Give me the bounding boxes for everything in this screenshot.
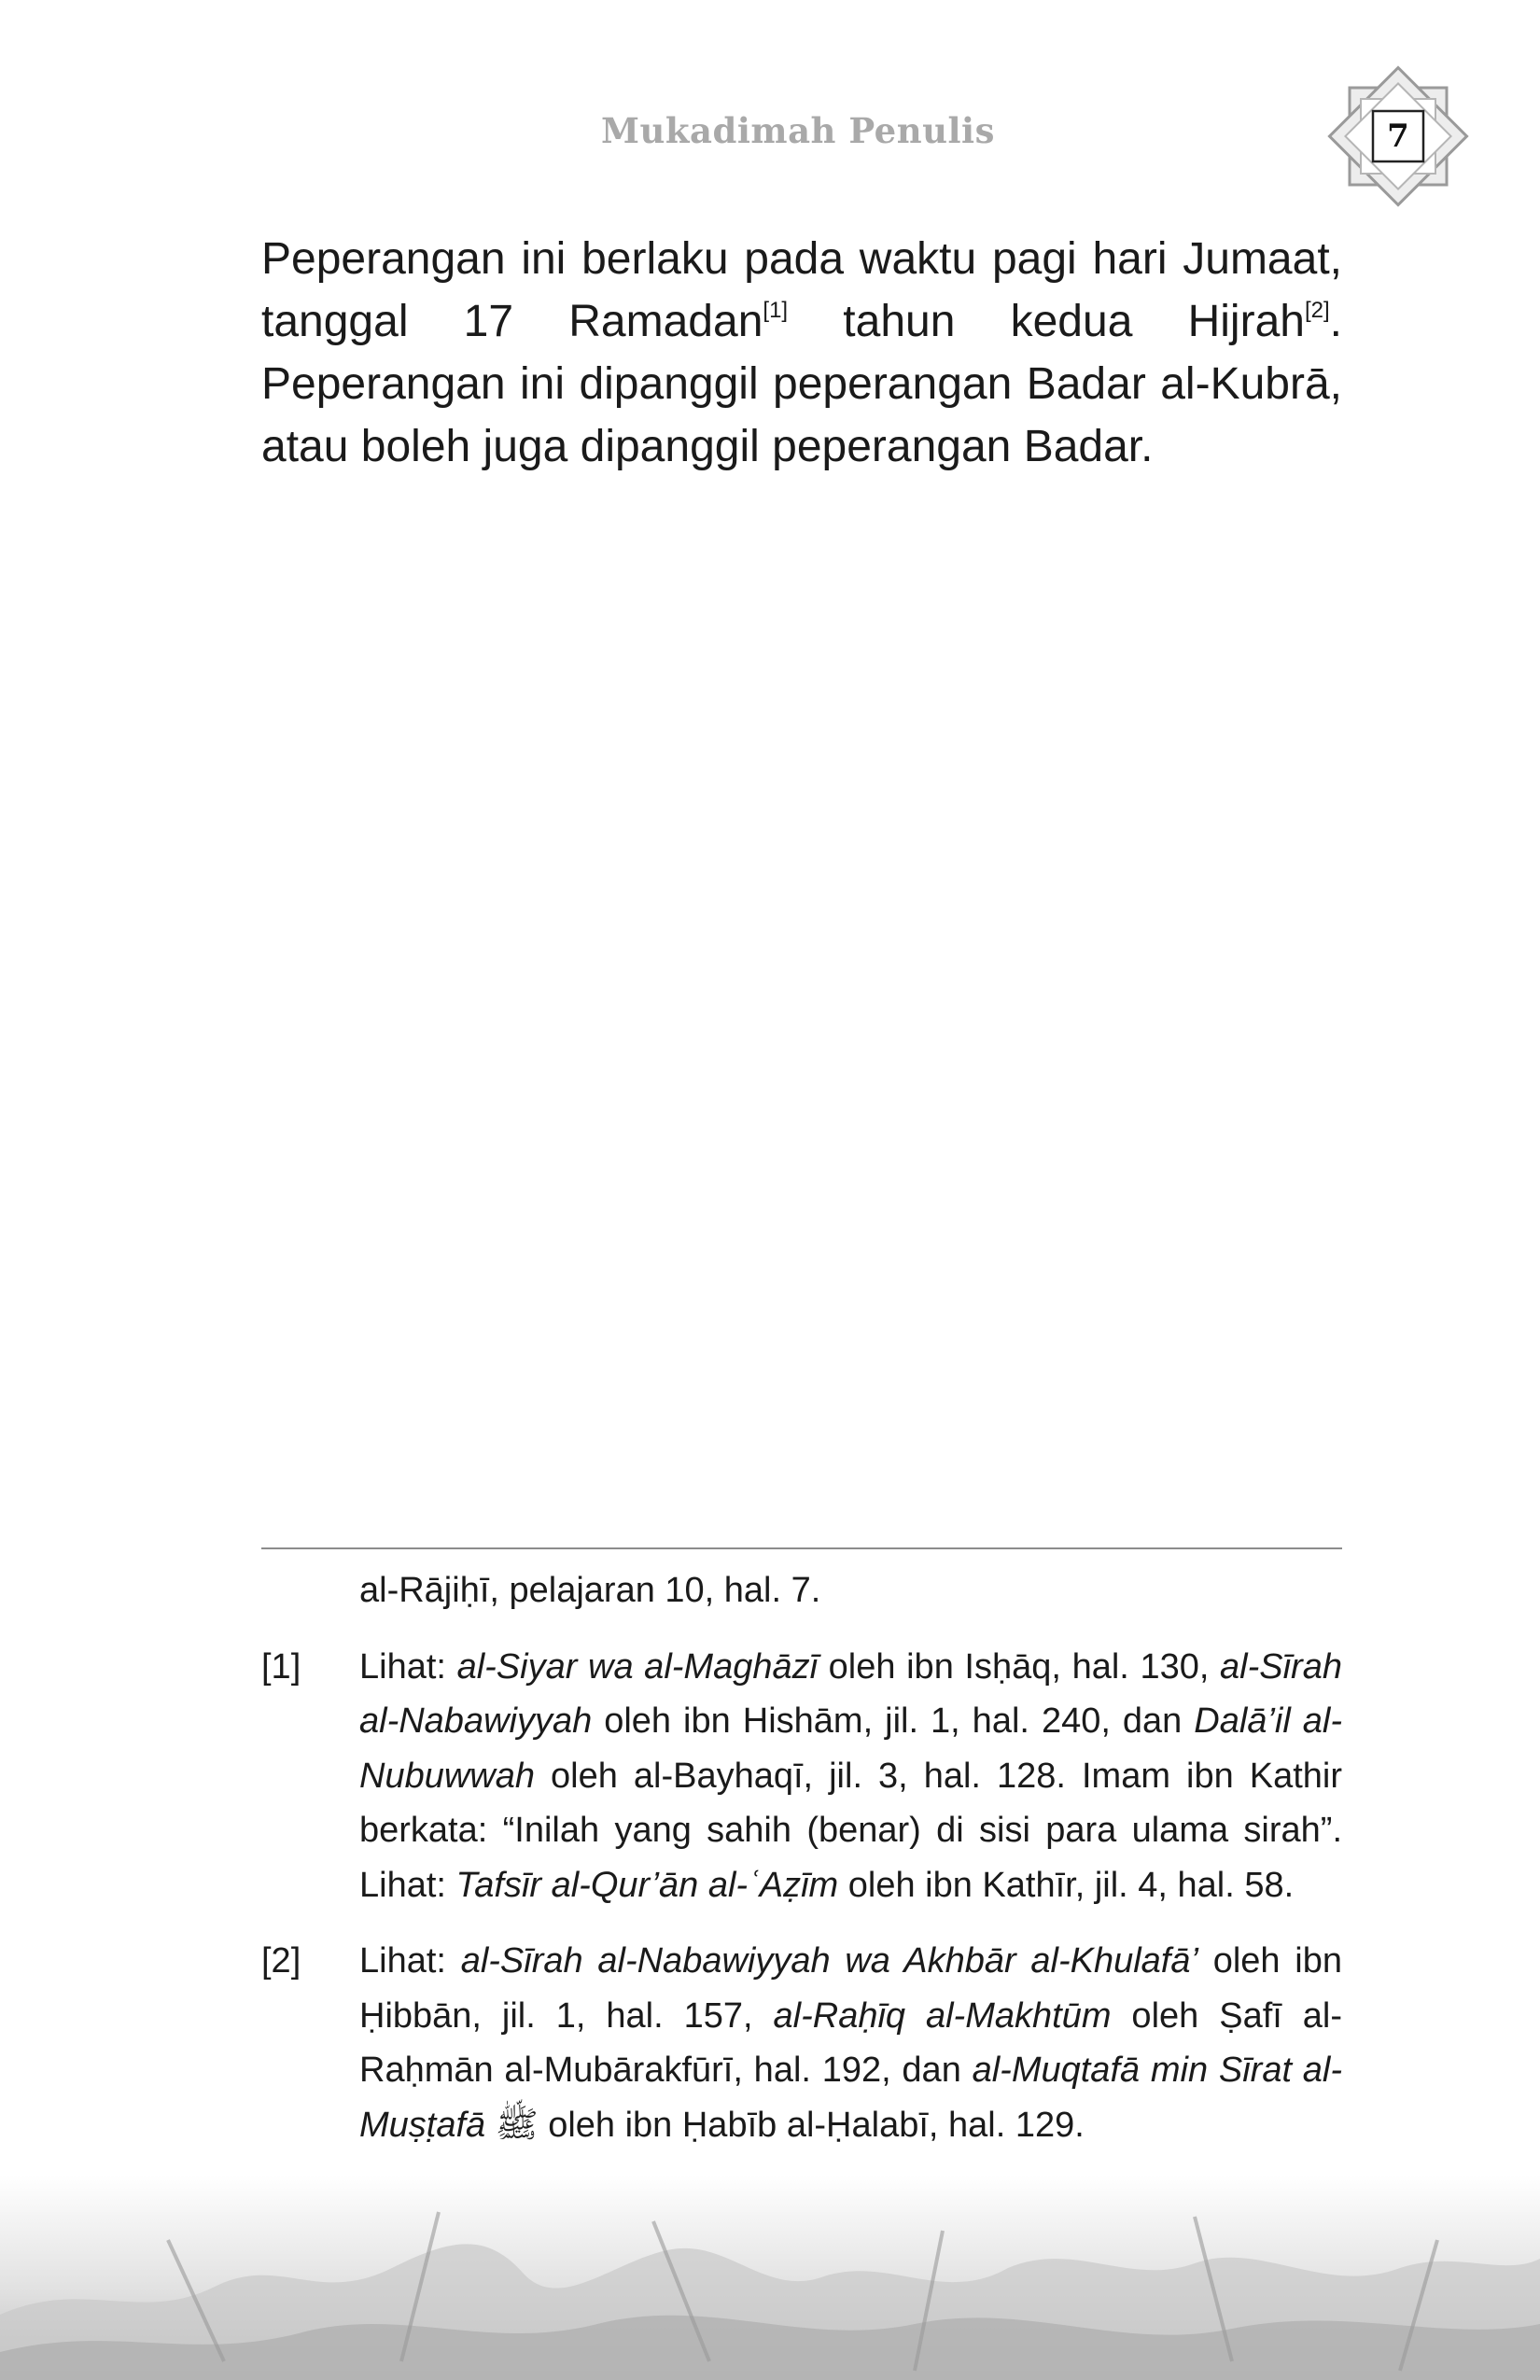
footnote-continuation: al-Rājiḥī, pelajaran 10, hal. 7. [359,1571,821,1610]
footnote-marker: [2] [261,1941,301,1981]
footnote-1 [261,1640,1342,1913]
footnote-2 [261,1934,1342,2152]
page-number-badge [1327,65,1469,207]
battle-scene-watermark [0,2175,1540,2380]
footnotes-section [261,1563,1342,2174]
book-title: al-Siyar wa al-Maghāzī [456,1646,819,1687]
footnote-text: Lihat: al-Siyar wa al-Maghāzī oleh ibn Isḥāq, hal. 130, al-Sīrah al-Nabawiyyah oleh ibn Hishām, jil. 1, hal. 240, dan Dalā’il al-Nubuwwah oleh al-Bayhaqī, jil. 3, hal. 128. Imam ibn Kathir berkata: “Inilah yang sahih (benar) di sisi para ulama sirah”. Lihat: Tafsīr al-Qur’ān al-ʿAẓīm oleh ibn Kathīr, jil. 4, hal. 58. [359,1646,1342,1905]
paragraph-text: . Peperangan ini dipanggil peperangan Badar al-Kubrā, atau boleh juga dipanggil peperangan Badar. [261,297,1342,471]
footnote-ref-2[interactable]: [2] [1304,298,1330,323]
paragraph-text: tahun kedua Hijrah [788,297,1305,346]
book-title: Dalā’il al-Nubuwwah [359,1701,1342,1796]
book-title: al-Sīrah al-Nabawiyyah [359,1646,1342,1741]
book-title: al-Muqtafā min Sīrat al-Muṣṭafā [359,2051,1342,2145]
footnote-marker: [1] [261,1646,301,1687]
paragraph-text: Peperangan ini berlaku pada waktu pagi hari Jumaat, tanggal 17 Ramadan [261,234,1342,346]
page-number: 7 [1387,118,1409,155]
running-title: Mukadimah Penulis [601,110,995,151]
footnote-divider [261,1547,1342,1549]
footnote-text: Lihat: al-Sīrah al-Nabawiyyah wa Akhbār al-Khulafā’ oleh ibn Ḥibbān, jil. 1, hal. 157, al-Raḥīq al-Makhtūm oleh Ṣafī al-Raḥmān al-Mubārakfūrī, hal. 192, dan al-Muqtafā min Sīrat al-Muṣṭafā ﷺ oleh ibn Ḥabīb al-Ḥalabī, hal. 129. [359,1941,1342,2145]
book-title: al-Sīrah al-Nabawiyyah wa Akhbār al-Khulafā’ [460,1941,1198,1981]
book-title: al-Raḥīq al-Makhtūm [773,1995,1112,2036]
body-text [261,228,1342,478]
book-title: Tafsīr al-Qur’ān al-ʿAẓīm [455,1865,839,1905]
body-paragraph [261,228,1342,478]
footnote-ref-1[interactable]: [1] [763,298,789,323]
